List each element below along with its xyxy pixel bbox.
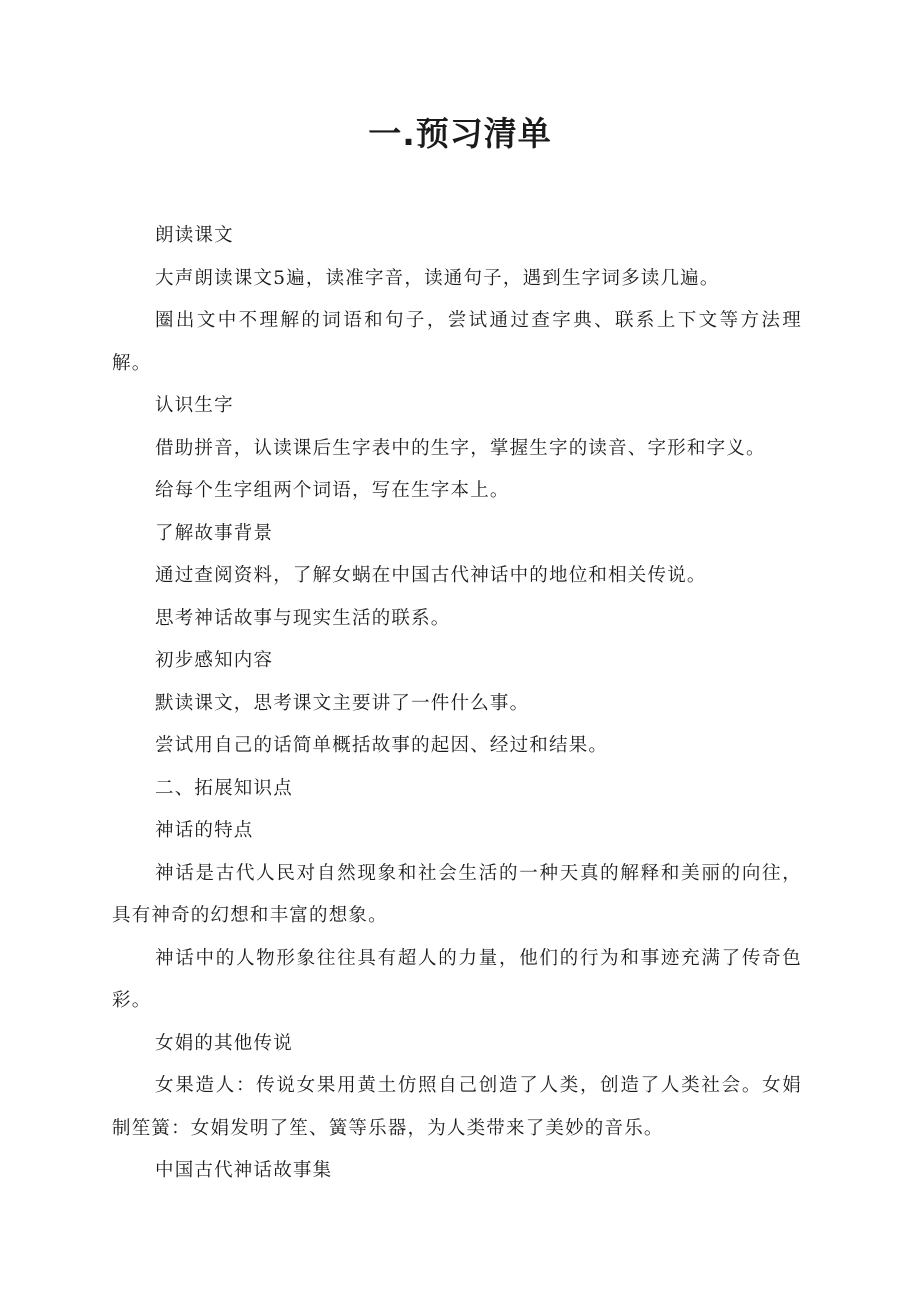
section-heading-read-aloud: 朗读课文 — [155, 225, 234, 246]
paragraph: 默读课文，思考课文主要讲了一件什么事。 — [155, 692, 530, 714]
paragraph: 给每个生字组两个词语，写在生字本上。 — [155, 480, 510, 501]
paragraph: 圈出文中不理解的词语和句子，尝试通过查字典、联系上下文等方法理解。 — [112, 310, 802, 374]
paragraph: 尝试用自己的话简单概括故事的起因、经过和结果。 — [155, 735, 609, 756]
paragraph: 借助拼音，认读课后生字表中的生字，掌握生字的读音、字形和字义。 — [155, 437, 766, 459]
paragraph: 神话中的人物形象往往具有超人的力量，他们的行为和事迹充满了传奇色彩。 — [112, 947, 802, 1011]
section-heading-other-legends: 女娟的其他传说 — [155, 1032, 293, 1054]
section-heading-myth-features: 神话的特点 — [155, 820, 254, 841]
paragraph: 女果造人：传说女果用黄土仿照自己创造了人类，创造了人类社会。女娟制笙簧：女娟发明了笙、簧等乐器，为人类带来了美妙的音乐。 — [112, 1075, 802, 1139]
section-heading-story-background: 了解故事背景 — [155, 522, 274, 544]
paragraph: 大声朗读课文5遍，读准字音，读通句子，遇到生字词多读几遍。 — [155, 267, 720, 289]
paragraph: 通过查阅资料，了解女蜗在中国古代神话中的地位和相关传说。 — [155, 565, 707, 586]
page-title: 一.预习清单 — [368, 114, 552, 153]
paragraph: 神话是古代人民对自然现象和社会生活的一种天真的解释和美丽的向往，具有神奇的幻想和丰富的想象。 — [112, 862, 802, 926]
section-heading-initial-perception: 初步感知内容 — [155, 650, 274, 671]
document-body — [112, 215, 802, 1193]
section-heading-extended-knowledge: 二、拓展知识点 — [155, 777, 293, 799]
section-heading-myth-collection: 中国古代神话故事集 — [155, 1160, 333, 1181]
section-heading-new-characters: 认识生字 — [155, 395, 234, 416]
paragraph: 思考神话故事与现实生活的联系。 — [155, 607, 451, 629]
